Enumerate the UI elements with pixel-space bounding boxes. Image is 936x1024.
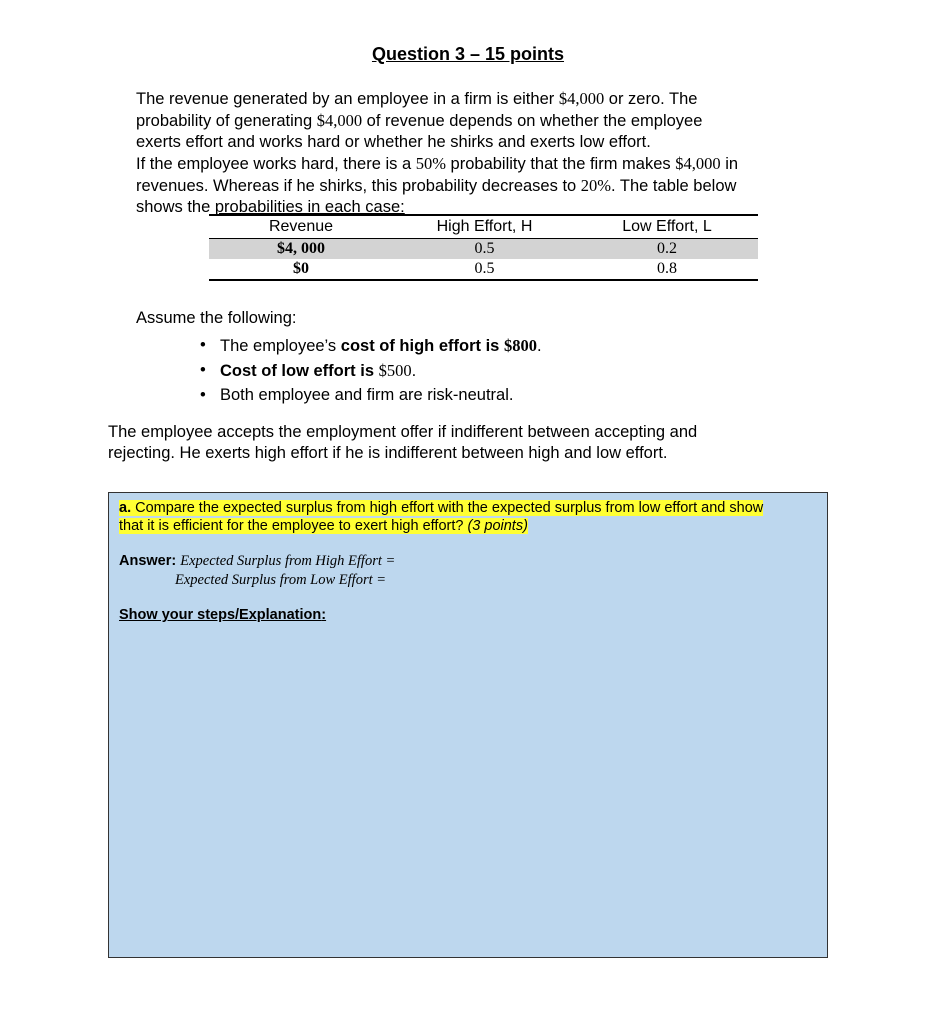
assumptions-section (136, 308, 836, 408)
header-high-effort: High Effort, H (393, 215, 576, 239)
intro-paragraph: The revenue generated by an employee in a firm is either $4,000 or zero. The probability of generating $4,000 of revenue depends on whether the employee exerts effort and works hard or whether he shirks and exerts low effort. If the employee works hard, there is a 50% probability that the firm makes $4,000 in revenues. Whereas if he shirks, this probability decreases to 20%. The table below shows the probabilities in each case: (136, 89, 739, 216)
cell-low: 0.8 (576, 259, 758, 280)
cell-high: 0.5 (393, 259, 576, 280)
header-low-effort: Low Effort, L (576, 215, 758, 239)
steps-label: Show your steps/Explanation: (119, 607, 327, 623)
list-item: • Cost of low effort is $500. (136, 358, 836, 383)
bullet-icon: • (200, 386, 206, 404)
cell-revenue: $0 (209, 259, 393, 280)
list-item: • Both employee and firm are risk-neutral. (136, 383, 836, 408)
acceptance-paragraph: The employee accepts the employment offer if indifferent between accepting and rejecting. He exerts high effort if he is indifferent between high and low effort. (108, 423, 698, 462)
list-item: • The employee’s cost of high effort is $800. (136, 333, 836, 358)
bullet-icon: • (200, 361, 206, 379)
table-row (209, 259, 758, 280)
answer-label: Answer: (119, 553, 177, 569)
assumptions-list (136, 333, 836, 408)
header-revenue: Revenue (209, 215, 393, 239)
answer-line-low: Expected Surplus from Low Effort = (175, 572, 387, 588)
part-a-question: a. Compare the expected surplus from high effort with the expected surplus from low effort and show that it is efficient for the employee to exert high effort? (3 points) (119, 500, 764, 534)
answer-box[interactable] (108, 492, 828, 958)
cell-revenue: $4, 000 (209, 239, 393, 260)
cell-low: 0.2 (576, 239, 758, 260)
probability-table (209, 214, 758, 281)
question-title: Question 3 – 15 points (371, 44, 565, 64)
table-header-row (209, 215, 758, 239)
assumptions-heading: Assume the following: (136, 309, 297, 327)
table-row (209, 239, 758, 260)
answer-line-high: Answer: Expected Surplus from High Effort = (119, 553, 396, 569)
cell-high: 0.5 (393, 239, 576, 260)
bullet-icon: • (200, 336, 206, 354)
